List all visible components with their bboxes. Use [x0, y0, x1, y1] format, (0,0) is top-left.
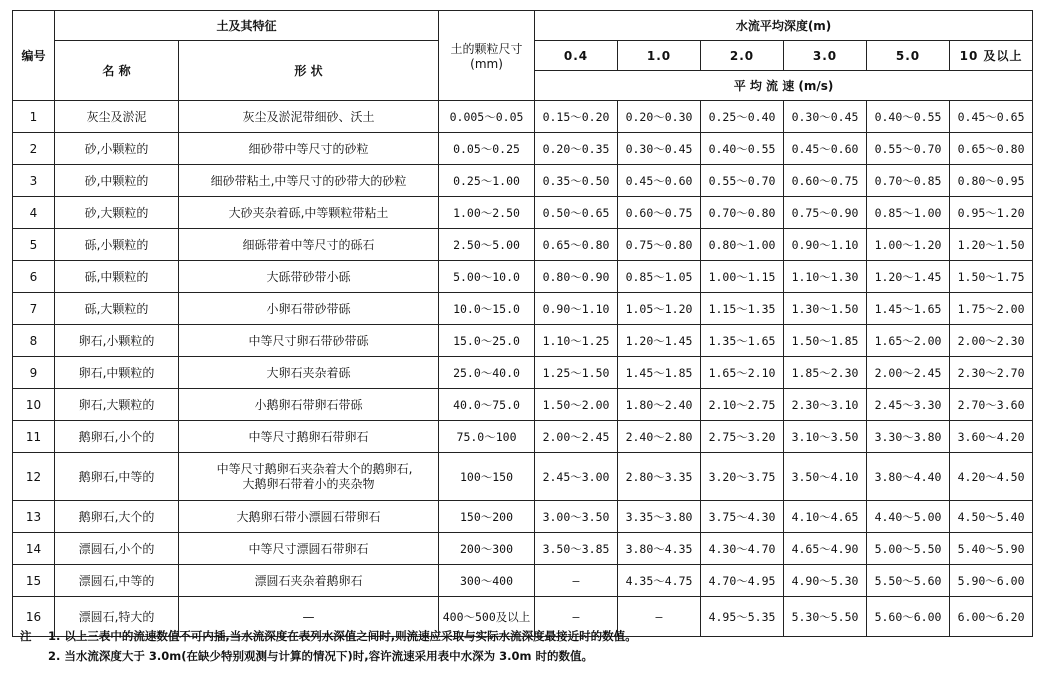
velocity-cell: 0.85～1.05 [618, 261, 701, 293]
velocity-cell: 4.20～4.50 [950, 453, 1033, 501]
velocity-cell: 0.80～0.90 [535, 261, 618, 293]
soil-name: 砂,大颗粒的 [55, 197, 179, 229]
velocity-cell: 3.60～4.20 [950, 421, 1033, 453]
soil-shape: 大砾带砂带小砾 [179, 261, 439, 293]
velocity-cell: 2.30～3.10 [784, 389, 867, 421]
row-index: 13 [13, 501, 55, 533]
velocity-cell: 2.00～2.45 [535, 421, 618, 453]
velocity-cell: 0.45～0.65 [950, 101, 1033, 133]
soil-shape: 中等尺寸卵石带砂带砾 [179, 325, 439, 357]
velocity-cell: 3.80～4.35 [618, 533, 701, 565]
size-header-line2: (mm) [470, 57, 503, 71]
row-index: 3 [13, 165, 55, 197]
soil-shape: 小鹅卵石带卵石带砾 [179, 389, 439, 421]
velocity-cell: 3.35～3.80 [618, 501, 701, 533]
soil-name: 鹅卵石,大个的 [55, 501, 179, 533]
velocity-cell: 3.50～3.85 [535, 533, 618, 565]
row-index: 1 [13, 101, 55, 133]
soil-shape: 细砂带中等尺寸的砂粒 [179, 133, 439, 165]
soil-shape: 中等尺寸鹅卵石夹杂着大个的鹅卵石, 大鹅卵石带着小的夹杂物 [179, 453, 439, 501]
soil-name: 漂圆石,特大的 [55, 597, 179, 637]
note-row [20, 646, 637, 666]
table-row [13, 261, 1033, 293]
depth-header: 3.0 [784, 41, 867, 71]
velocity-cell: 0.70～0.80 [701, 197, 784, 229]
velocity-cell: 5.40～5.90 [950, 533, 1033, 565]
grain-size: 40.0～75.0 [439, 389, 535, 421]
table-row [13, 101, 1033, 133]
shape-header: 形 状 [179, 41, 439, 101]
grain-size: 5.00～10.0 [439, 261, 535, 293]
velocity-cell: 4.70～4.95 [701, 565, 784, 597]
index-header: 编号 [13, 11, 55, 101]
velocity-cell: 4.50～5.40 [950, 501, 1033, 533]
velocity-cell: 2.00～2.45 [867, 357, 950, 389]
velocity-cell: 1.50～1.85 [784, 325, 867, 357]
grain-size: 200～300 [439, 533, 535, 565]
row-index: 8 [13, 325, 55, 357]
table-row [13, 357, 1033, 389]
velocity-cell: 3.30～3.80 [867, 421, 950, 453]
notes [20, 626, 637, 666]
soil-shape: 大鹅卵石带小漂圆石带卵石 [179, 501, 439, 533]
note-item: 2. 当水流深度大于 3.0m(在缺少特别观测与计算的情况下)时,容许流速采用表中水深为 3.0m 时的数值。 [48, 649, 593, 663]
velocity-cell: 0.60～0.75 [784, 165, 867, 197]
velocity-cell: 1.20～1.45 [618, 325, 701, 357]
row-index: 10 [13, 389, 55, 421]
grain-size: 0.05～0.25 [439, 133, 535, 165]
row-index: 2 [13, 133, 55, 165]
velocity-cell: 1.25～1.50 [535, 357, 618, 389]
grain-size: 400～500及以上 [439, 597, 535, 637]
velocity-cell: 0.20～0.30 [618, 101, 701, 133]
velocity-cell: — [618, 597, 701, 637]
depth-group-header: 水流平均深度(m) [535, 11, 1033, 41]
soil-group-header: 土及其特征 [55, 11, 439, 41]
velocity-cell: 3.50～4.10 [784, 453, 867, 501]
velocity-cell: 5.30～5.50 [784, 597, 867, 637]
velocity-cell: 0.60～0.75 [618, 197, 701, 229]
row-index: 15 [13, 565, 55, 597]
grain-size: 15.0～25.0 [439, 325, 535, 357]
velocity-cell: 2.75～3.20 [701, 421, 784, 453]
note-item: 1. 以上三表中的流速数值不可内插,当水流深度在表列水深值之间时,则流速应采取与实际水流深度最接近时的数值。 [48, 629, 637, 643]
velocity-cell: 4.95～5.35 [701, 597, 784, 637]
velocity-cell: 4.35～4.75 [618, 565, 701, 597]
velocity-cell: 0.55～0.70 [867, 133, 950, 165]
velocity-cell: 1.10～1.25 [535, 325, 618, 357]
velocity-cell: 1.20～1.50 [950, 229, 1033, 261]
table-row [13, 565, 1033, 597]
soil-name: 砾,大颗粒的 [55, 293, 179, 325]
table-row [13, 293, 1033, 325]
velocity-cell: 4.10～4.65 [784, 501, 867, 533]
velocity-cell: 2.00～2.30 [950, 325, 1033, 357]
row-index: 16 [13, 597, 55, 637]
velocity-cell: 2.10～2.75 [701, 389, 784, 421]
velocity-cell: 0.80～0.95 [950, 165, 1033, 197]
soil-name: 鹅卵石,小个的 [55, 421, 179, 453]
grain-size: 100～150 [439, 453, 535, 501]
velocity-cell: 0.65～0.80 [535, 229, 618, 261]
velocity-cell: 1.65～2.00 [867, 325, 950, 357]
row-index: 6 [13, 261, 55, 293]
velocity-cell: 0.75～0.90 [784, 197, 867, 229]
soil-shape: 大砂夹杂着砾,中等颗粒带粘土 [179, 197, 439, 229]
depth-header: 10 及以上 [950, 41, 1033, 71]
velocity-cell: 1.00～1.15 [701, 261, 784, 293]
table-row [13, 197, 1033, 229]
soil-shape: 中等尺寸鹅卵石带卵石 [179, 421, 439, 453]
row-index: 9 [13, 357, 55, 389]
velocity-cell: 2.80～3.35 [618, 453, 701, 501]
velocity-cell: 2.45～3.30 [867, 389, 950, 421]
velocity-cell: 2.30～2.70 [950, 357, 1033, 389]
velocity-cell: 0.50～0.65 [535, 197, 618, 229]
velocity-cell: 5.60～6.00 [867, 597, 950, 637]
velocity-cell: 1.85～2.30 [784, 357, 867, 389]
soil-shape: 中等尺寸漂圆石带卵石 [179, 533, 439, 565]
depth-header: 1.0 [618, 41, 701, 71]
soil-name: 卵石,小颗粒的 [55, 325, 179, 357]
grain-size: 75.0～100 [439, 421, 535, 453]
depth-header: 0.4 [535, 41, 618, 71]
grain-size: 0.005～0.05 [439, 101, 535, 133]
velocity-cell: 1.20～1.45 [867, 261, 950, 293]
velocity-cell: 0.80～1.00 [701, 229, 784, 261]
velocity-cell: 4.65～4.90 [784, 533, 867, 565]
table-row [13, 133, 1033, 165]
row-index: 12 [13, 453, 55, 501]
velocity-cell: — [535, 597, 618, 637]
velocity-cell: 4.90～5.30 [784, 565, 867, 597]
note-row [20, 626, 637, 646]
soil-name: 卵石,大颗粒的 [55, 389, 179, 421]
grain-size: 0.25～1.00 [439, 165, 535, 197]
velocity-cell: 3.80～4.40 [867, 453, 950, 501]
size-header-line1: 土的颗粒尺寸 [450, 42, 523, 56]
velocity-cell: 3.00～3.50 [535, 501, 618, 533]
velocity-cell: 0.90～1.10 [784, 229, 867, 261]
velocity-cell: 0.15～0.20 [535, 101, 618, 133]
soil-shape: 细砾带着中等尺寸的砾石 [179, 229, 439, 261]
velocity-cell: 3.10～3.50 [784, 421, 867, 453]
velocity-cell: 1.65～2.10 [701, 357, 784, 389]
velocity-cell: 3.20～3.75 [701, 453, 784, 501]
soil-name: 鹅卵石,中等的 [55, 453, 179, 501]
velocity-cell: 0.35～0.50 [535, 165, 618, 197]
velocity-cell: 0.30～0.45 [784, 101, 867, 133]
row-index: 14 [13, 533, 55, 565]
permissible-velocity-table [12, 10, 1033, 637]
velocity-cell: 0.85～1.00 [867, 197, 950, 229]
velocity-cell: 0.40～0.55 [867, 101, 950, 133]
soil-name: 卵石,中颗粒的 [55, 357, 179, 389]
velocity-cell: 0.70～0.85 [867, 165, 950, 197]
soil-shape: 大卵石夹杂着砾 [179, 357, 439, 389]
velocity-cell: 5.00～5.50 [867, 533, 950, 565]
velocity-cell: 2.40～2.80 [618, 421, 701, 453]
notes-label: 注 [20, 629, 32, 643]
grain-size: 150～200 [439, 501, 535, 533]
soil-name: 砾,小颗粒的 [55, 229, 179, 261]
name-header: 名 称 [55, 41, 179, 101]
grain-size: 300～400 [439, 565, 535, 597]
soil-shape: 灰尘及淤泥带细砂、沃土 [179, 101, 439, 133]
velocity-cell: 0.30～0.45 [618, 133, 701, 165]
grain-size: 2.50～5.00 [439, 229, 535, 261]
soil-name: 砂,中颗粒的 [55, 165, 179, 197]
velocity-cell: 2.70～3.60 [950, 389, 1033, 421]
velocity-cell: 5.50～5.60 [867, 565, 950, 597]
velocity-cell: 4.30～4.70 [701, 533, 784, 565]
velocity-cell: 0.20～0.35 [535, 133, 618, 165]
row-index: 4 [13, 197, 55, 229]
grain-size: 1.00～2.50 [439, 197, 535, 229]
soil-shape: — [179, 597, 439, 637]
table-body [13, 101, 1033, 637]
velocity-cell: 0.65～0.80 [950, 133, 1033, 165]
velocity-cell: 5.90～6.00 [950, 565, 1033, 597]
velocity-cell: 1.00～1.20 [867, 229, 950, 261]
velocity-cell: 0.45～0.60 [618, 165, 701, 197]
row-index: 5 [13, 229, 55, 261]
velocity-cell: 6.00～6.20 [950, 597, 1033, 637]
soil-name: 漂圆石,小个的 [55, 533, 179, 565]
soil-shape: 小卵石带砂带砾 [179, 293, 439, 325]
velocity-cell: 0.75～0.80 [618, 229, 701, 261]
soil-name: 砂,小颗粒的 [55, 133, 179, 165]
row-index: 7 [13, 293, 55, 325]
table-row [13, 229, 1033, 261]
table-row [13, 533, 1033, 565]
velocity-cell: 1.80～2.40 [618, 389, 701, 421]
grain-size: 25.0～40.0 [439, 357, 535, 389]
velocity-cell: 1.45～1.85 [618, 357, 701, 389]
velocity-cell: 1.45～1.65 [867, 293, 950, 325]
velocity-cell: 4.40～5.00 [867, 501, 950, 533]
soil-name: 灰尘及淤泥 [55, 101, 179, 133]
velocity-cell: 1.30～1.50 [784, 293, 867, 325]
soil-name: 漂圆石,中等的 [55, 565, 179, 597]
velocity-cell: 0.45～0.60 [784, 133, 867, 165]
velocity-cell: 0.95～1.20 [950, 197, 1033, 229]
velocity-cell: 0.55～0.70 [701, 165, 784, 197]
velocity-cell: 0.25～0.40 [701, 101, 784, 133]
velocity-cell: 1.10～1.30 [784, 261, 867, 293]
table-row [13, 421, 1033, 453]
velocity-cell: 0.90～1.10 [535, 293, 618, 325]
table-row [13, 389, 1033, 421]
velocity-cell: 1.35～1.65 [701, 325, 784, 357]
depth-header: 5.0 [867, 41, 950, 71]
grain-size: 10.0～15.0 [439, 293, 535, 325]
table-row [13, 165, 1033, 197]
velocity-cell: 1.15～1.35 [701, 293, 784, 325]
velocity-cell: 2.45～3.00 [535, 453, 618, 501]
velocity-cell: 0.40～0.55 [701, 133, 784, 165]
table-row [13, 501, 1033, 533]
table-row [13, 453, 1033, 501]
row-index: 11 [13, 421, 55, 453]
velocity-cell: 1.05～1.20 [618, 293, 701, 325]
velocity-cell: 1.75～2.00 [950, 293, 1033, 325]
depth-header: 2.0 [701, 41, 784, 71]
soil-shape: 漂圆石夹杂着鹅卵石 [179, 565, 439, 597]
velocity-cell: — [535, 565, 618, 597]
velocity-cell: 1.50～1.75 [950, 261, 1033, 293]
soil-shape: 细砂带粘土,中等尺寸的砂带大的砂粒 [179, 165, 439, 197]
velocity-cell: 1.50～2.00 [535, 389, 618, 421]
velocity-header: 平 均 流 速 (m/s) [535, 71, 1033, 101]
soil-name: 砾,中颗粒的 [55, 261, 179, 293]
table-row [13, 325, 1033, 357]
size-header [439, 11, 535, 101]
velocity-cell: 3.75～4.30 [701, 501, 784, 533]
